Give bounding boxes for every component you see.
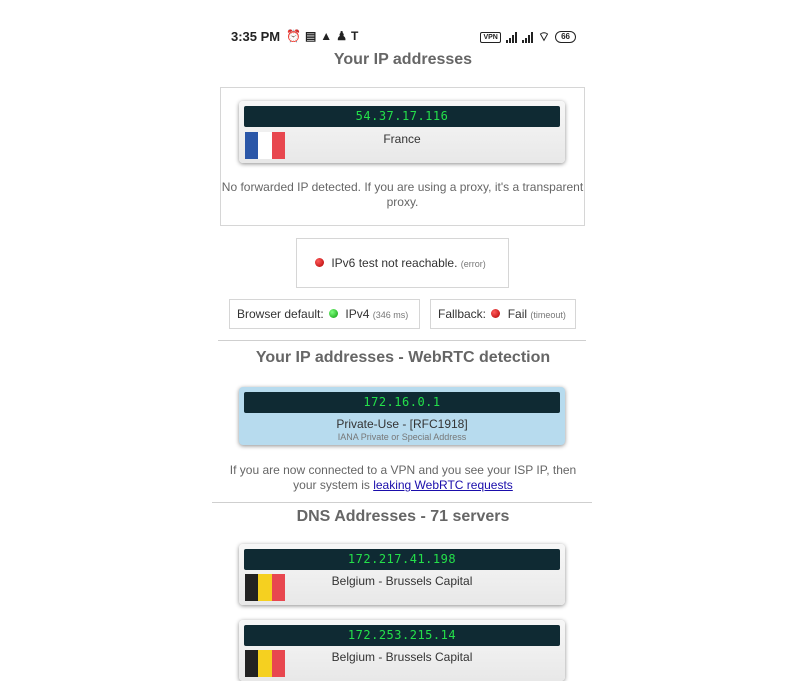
ok-dot-icon — [329, 309, 338, 318]
browser-default-label: Browser default: — [237, 307, 324, 321]
webrtc-note-line2: your system is — [293, 478, 374, 492]
webrtc-ip-label: Private-Use - [RFC1918] — [336, 417, 468, 431]
dns-server-location: Belgium - Brussels Capital — [331, 574, 473, 588]
signal-icon-2 — [522, 32, 533, 43]
fallback-detail: (timeout) — [530, 310, 566, 320]
error-dot-icon — [315, 258, 324, 267]
battery-icon: 66 — [555, 31, 576, 43]
status-left-icons — [286, 29, 362, 43]
fallback-label: Fallback: — [438, 307, 487, 321]
ipv6-box — [296, 238, 509, 288]
dns-server-ip: 172.253.215.14 — [244, 625, 560, 646]
fallback-box — [430, 299, 576, 329]
fallback-value: Fail — [507, 307, 528, 321]
ip-panel — [220, 87, 585, 226]
proxy-note: No forwarded IP detected. If you are using a proxy, it's a transparent proxy. — [221, 180, 584, 209]
dns-server-ip: 172.217.41.198 — [244, 549, 560, 570]
divider — [218, 340, 586, 341]
status-right-icons — [480, 29, 576, 45]
webrtc-note — [0, 463, 806, 493]
webrtc-ip-sublabel: IANA Private or Special Address — [337, 432, 467, 442]
leaking-webrtc-link[interactable]: leaking WebRTC requests — [373, 478, 513, 492]
status-time: 3:35 PM — [231, 29, 281, 44]
browser-default-value: IPv4 — [345, 307, 370, 321]
webrtc-ip-card — [239, 387, 565, 445]
message-icon: ▤ — [304, 29, 321, 43]
ip-address: 54.37.17.116 — [244, 106, 560, 127]
dns-section-title: DNS Addresses - 71 servers — [296, 508, 510, 525]
vpn-icon: VPN — [480, 32, 500, 43]
status-bar — [231, 29, 576, 45]
ip-card — [239, 101, 565, 163]
browser-default-box — [229, 299, 420, 329]
wifi-icon: ⌔ — [537, 29, 551, 44]
dns-server-location: Belgium - Brussels Capital — [331, 650, 473, 664]
webrtc-ip-address: 172.16.0.1 — [244, 392, 560, 413]
t-icon: T — [350, 29, 363, 43]
ip-country: France — [383, 132, 421, 146]
browser-default-detail: (346 ms) — [372, 310, 409, 320]
dns-server-card — [239, 620, 565, 681]
ipv6-status: IPv6 test not reachable. — [331, 256, 458, 270]
ipv6-detail: (error) — [460, 259, 486, 269]
webrtc-section-title: Your IP addresses - WebRTC detection — [255, 349, 551, 366]
fail-dot-icon — [491, 309, 500, 318]
signal-icon — [506, 32, 517, 43]
warning-icon: ▲ — [320, 29, 337, 43]
alarm-icon: ⏰ — [286, 29, 305, 43]
ip-section-title: Your IP addresses — [333, 51, 473, 68]
dns-server-card — [239, 544, 565, 605]
divider-2 — [212, 502, 592, 503]
person-icon: ♟ — [336, 29, 351, 43]
webrtc-note-line1: If you are now connected to a VPN and you see your ISP IP, then — [229, 463, 577, 477]
